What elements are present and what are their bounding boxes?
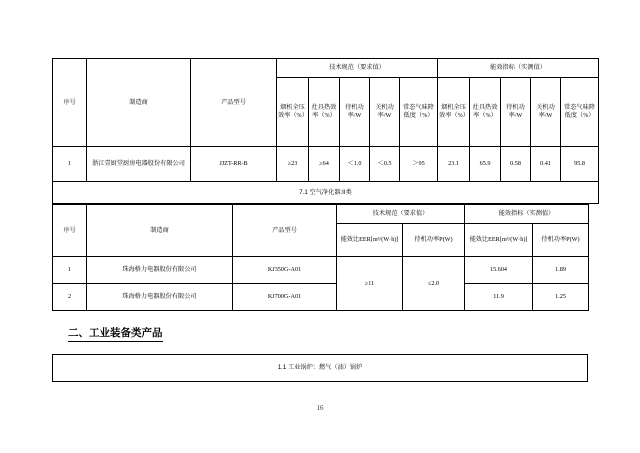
cell2-perf-power: 1.89	[533, 257, 589, 284]
cell2-manufacturer: 珠海格力电器股份有限公司	[87, 284, 233, 311]
cell2-spec-eer: ≥11	[337, 257, 403, 311]
table1-group-header-row	[53, 59, 599, 78]
range-hood-table	[52, 58, 599, 204]
th2-group-perf: 能效指标（实测值）	[465, 205, 589, 224]
th2-perf-power: 待机功率P(W)	[533, 224, 589, 257]
cell2-spec-power: ≤2.0	[403, 257, 465, 311]
th2-perf-eer: 能效比EER[m³/(W·h)]	[465, 224, 533, 257]
cell-spec-off: ＜0.5	[370, 147, 400, 182]
th-group-perf: 能效指标（实测值）	[438, 59, 599, 78]
cell2-model: KJ700G-A01	[233, 284, 337, 311]
cell-spec-hood-eff: ≥23	[277, 147, 309, 182]
cell2-perf-power: 1.25	[533, 284, 589, 311]
cell-perf-off: 0.41	[531, 147, 561, 182]
cell-perf-odor: 95.8	[561, 147, 599, 182]
industrial-boiler-table	[52, 354, 588, 382]
table3-title-row	[53, 355, 588, 382]
th-perf-stove-eff: 灶具热效率（%）	[470, 78, 501, 147]
cell2-index: 1	[53, 257, 87, 284]
table-row	[53, 147, 599, 182]
cell-spec-standby: ＜1.0	[340, 147, 370, 182]
section-heading-industrial	[52, 325, 588, 342]
cell2-manufacturer: 珠海格力电器股份有限公司	[87, 257, 233, 284]
air-purifier-table	[52, 204, 589, 311]
cell2-perf-eer: 15.604	[465, 257, 533, 284]
th2-spec-power: 待机功率P(W)	[403, 224, 465, 257]
cell-perf-hood-eff: 23.1	[438, 147, 470, 182]
cell2-perf-eer: 11.9	[465, 284, 533, 311]
table-row	[53, 257, 589, 284]
th-spec-hood-eff: 烟机全压效率（%）	[277, 78, 309, 147]
cell-model: JJZT-RR-B	[191, 147, 277, 182]
th2-spec-eer: 能效比EER[m³/(W·h)]	[337, 224, 403, 257]
th-index: 序号	[53, 59, 87, 147]
section-heading-text: 二、工业装备类产品	[68, 325, 163, 342]
cell-index: 1	[53, 147, 87, 182]
cell-manufacturer: 浙江壹厨堂厨房电器股份有限公司	[87, 147, 191, 182]
th2-group-spec: 技术规范（要求值）	[337, 205, 465, 224]
cell-perf-standby: 0.58	[501, 147, 531, 182]
th-perf-standby: 待机功率/W	[501, 78, 531, 147]
th-manufacturer: 制造商	[87, 59, 191, 147]
th-spec-standby: 待机功率/W	[340, 78, 370, 147]
cell-spec-stove-eff: ≥64	[309, 147, 340, 182]
th-spec-odor: 常态气味降低度（%）	[400, 78, 438, 147]
th-perf-off: 关机功率/W	[531, 78, 561, 147]
th-perf-odor: 常态气味降低度（%）	[561, 78, 599, 147]
th2-index: 序号	[53, 205, 87, 257]
th-spec-stove-eff: 灶具热效率（%）	[309, 78, 340, 147]
table3-title: 1.1 工业锅炉：燃气（油）锅炉	[53, 355, 588, 382]
table-row	[53, 284, 589, 311]
table2-group-header-row	[53, 205, 589, 224]
th2-manufacturer: 制造商	[87, 205, 233, 257]
page-content	[52, 58, 595, 382]
section-title-row	[53, 182, 599, 204]
th-model: 产品型号	[191, 59, 277, 147]
section-7-1-title: 7.1 空气净化器:II类	[53, 182, 599, 204]
th2-model: 产品型号	[233, 205, 337, 257]
cell-perf-stove-eff: 65.9	[470, 147, 501, 182]
th-spec-off: 关机功率/W	[370, 78, 400, 147]
cell2-index: 2	[53, 284, 87, 311]
cell2-model: KJ350G-A01	[233, 257, 337, 284]
cell-spec-odor: ＞95	[400, 147, 438, 182]
th-perf-hood-eff: 烟机全压效率（%）	[438, 78, 470, 147]
page-number: 16	[316, 404, 324, 412]
th-group-spec: 技术规范（要求值）	[277, 59, 438, 78]
